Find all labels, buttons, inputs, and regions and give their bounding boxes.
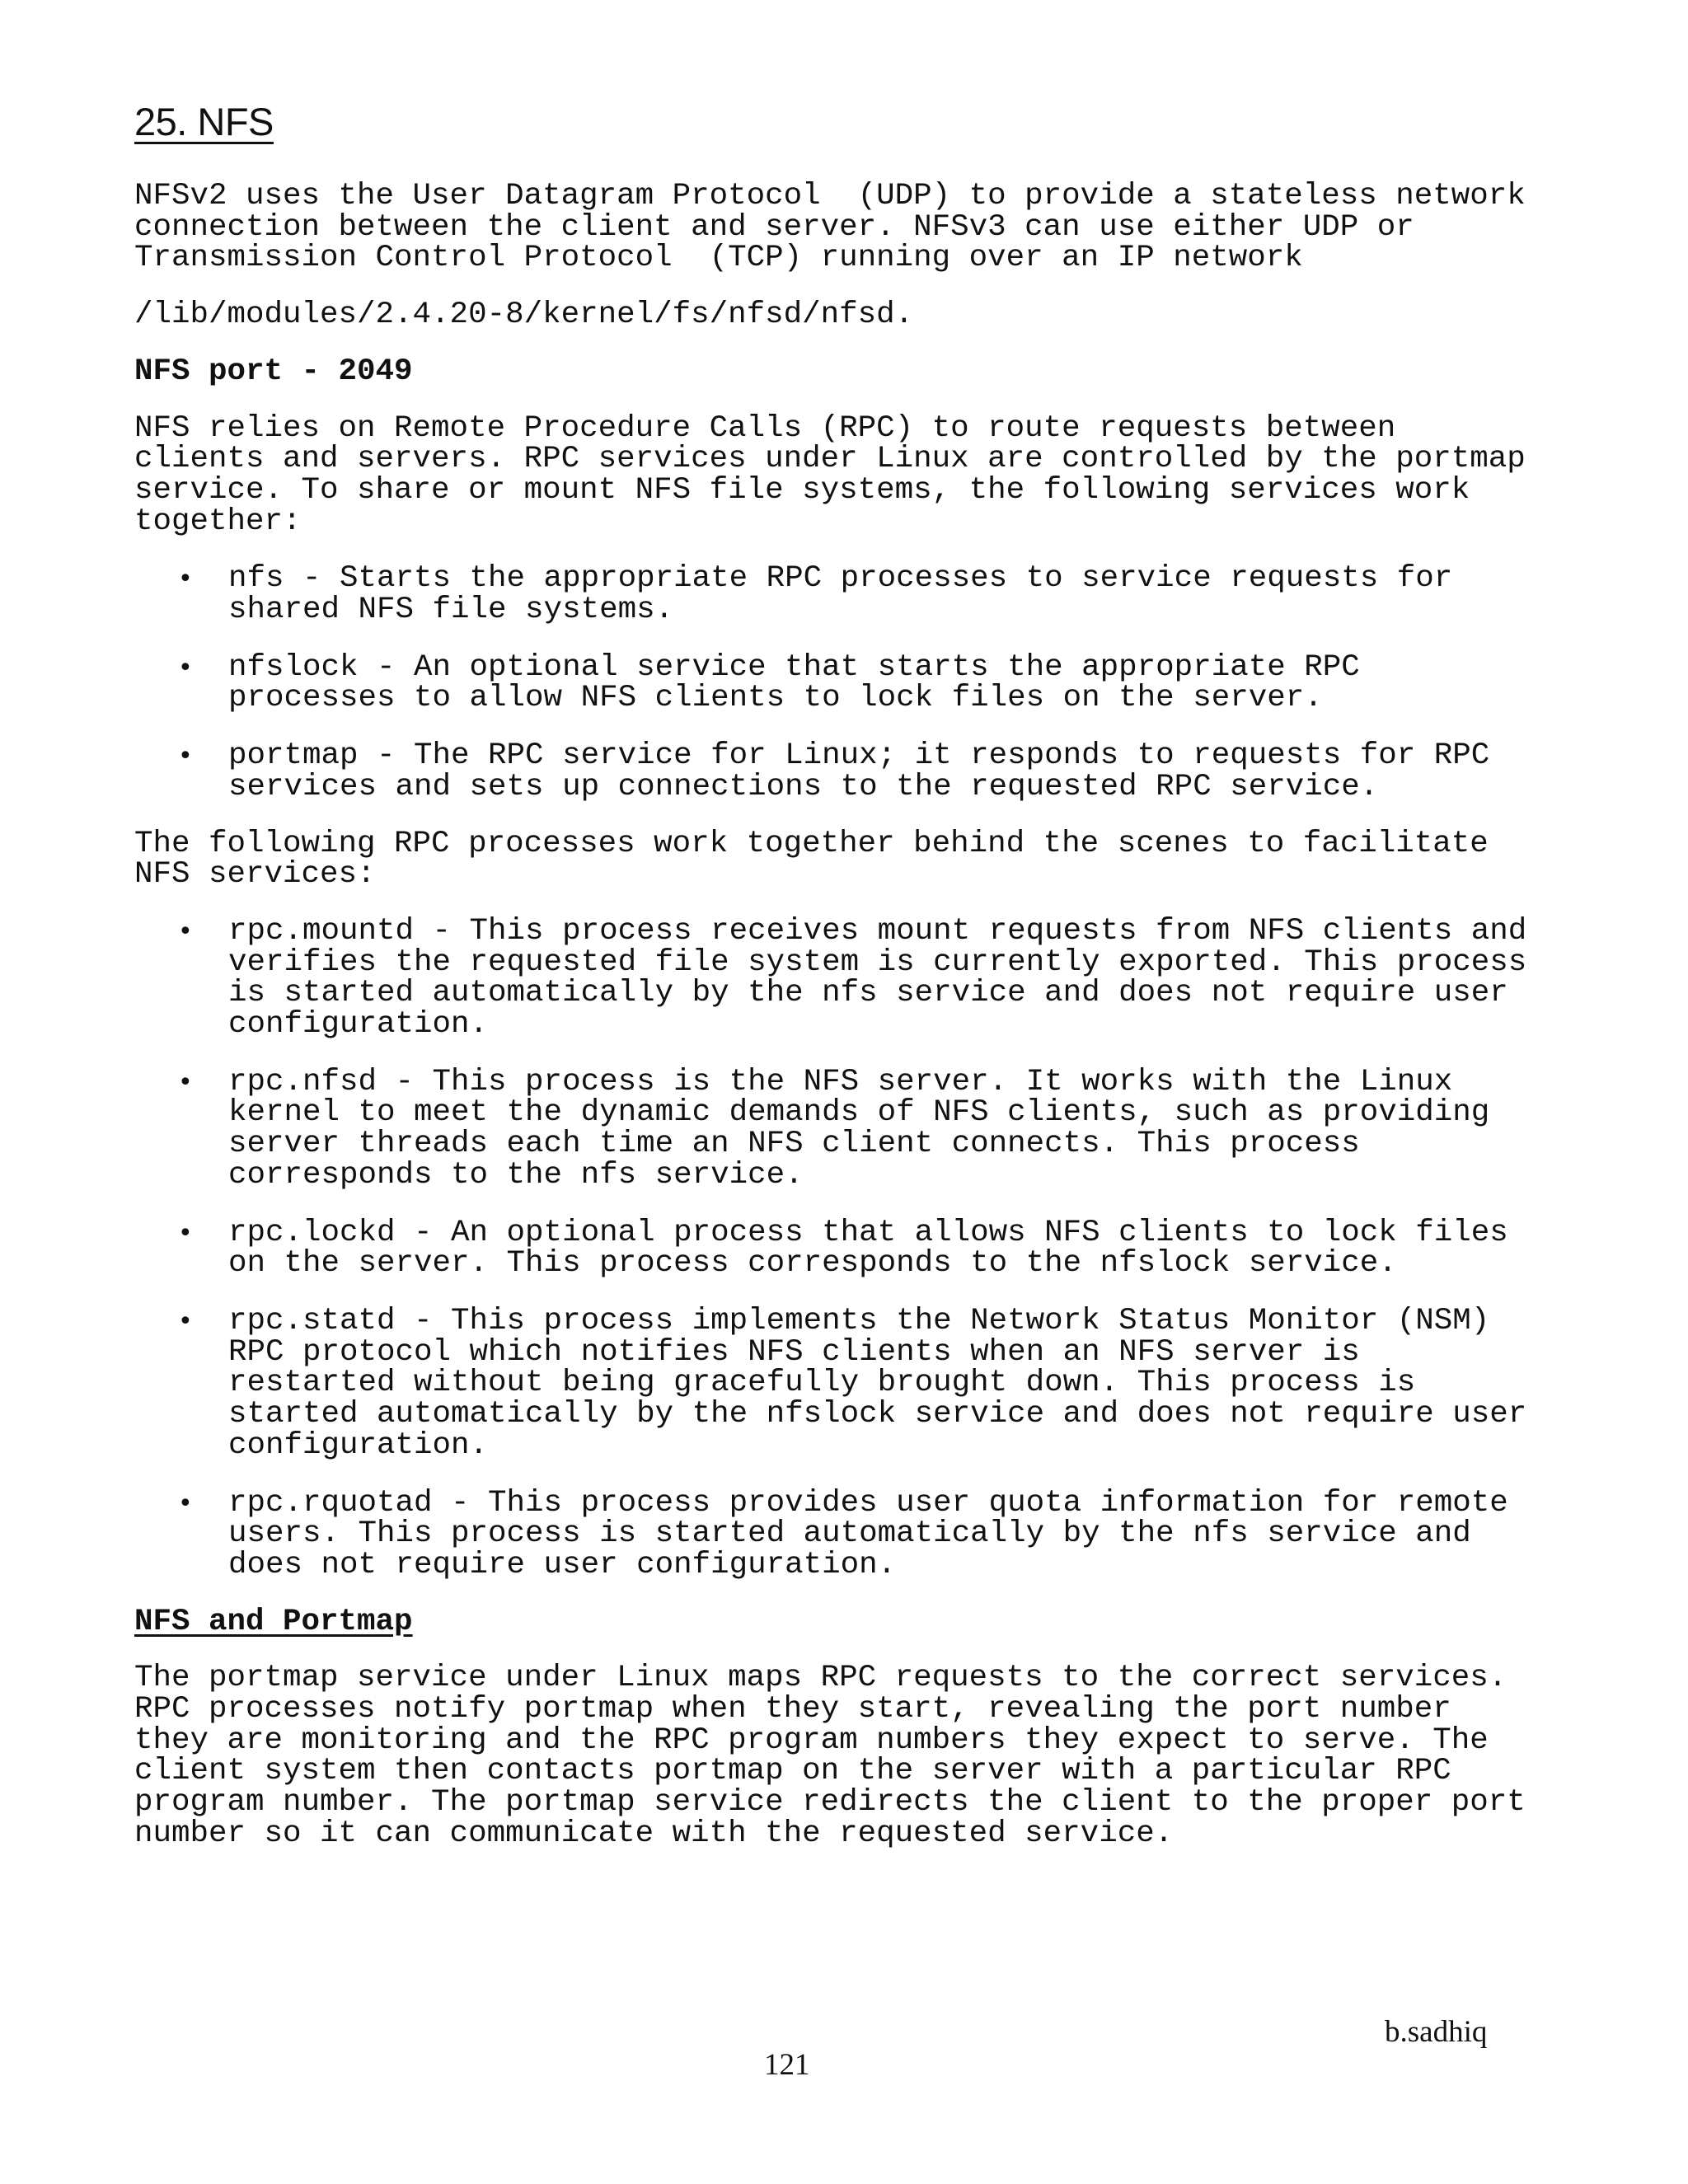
list-item-text: rpc.mountd - This process receives mount requests from NFS clients and verifies the requested file system is currently exported. This process is started automatically by the nfs service and does not require user configuration. (228, 913, 1527, 1043)
list-item (134, 561, 1552, 628)
bullet-icon: • (178, 742, 193, 771)
list-item-text: rpc.statd - This process implements the Network Status Monitor (NSM) RPC protocol which notifies NFS clients when an NFS server is restarted without being gracefully brought down. This process is started automatically by the nfslock service and does not require user configuration. (228, 1303, 1527, 1463)
list-item (134, 1215, 1552, 1282)
section-heading: 25. NFS (134, 100, 274, 143)
list-item (134, 1064, 1552, 1193)
list-item-text: nfslock - An optional service that starts the appropriate RPC processes to allow NFS clients to lock files on the server. (228, 649, 1360, 716)
processes-list (134, 913, 1552, 1582)
list-item (134, 738, 1552, 804)
port-line: NFS port - 2049 (134, 354, 413, 389)
list-item-text: nfs - Starts the appropriate RPC processes to service requests for shared NFS file systems. (228, 561, 1453, 628)
subheading: NFS and Portmap (134, 1604, 413, 1639)
list-item-text: rpc.lockd - An optional process that allows NFS clients to lock files on the server. This process corresponds to the nfslock service. (228, 1215, 1508, 1282)
list-item-text: portmap - The RPC service for Linux; it responds to requests for RPC services and sets up connections to the requested RPC service. (228, 738, 1490, 804)
bullet-icon: • (178, 1488, 193, 1518)
list-item (134, 649, 1552, 716)
bullet-icon: • (178, 653, 193, 682)
list-item (134, 913, 1552, 1043)
bullet-icon: • (178, 1218, 193, 1248)
list-item-text: rpc.nfsd - This process is the NFS server. It works with the Linux kernel to meet the dynamic demands of NFS clients, such as providing server threads each time an NFS client connects. This process corresponds to the nfs service. (228, 1064, 1490, 1193)
bullet-icon: • (178, 1306, 193, 1336)
bullet-icon: • (178, 565, 193, 594)
document-page (134, 97, 1552, 1850)
list-item (134, 1303, 1552, 1463)
bullet-icon: • (178, 916, 193, 946)
bullet-icon: • (178, 1067, 193, 1097)
footer-author: b.sadhiq (1385, 2015, 1488, 2049)
portmap-paragraph: The portmap service under Linux maps RPC requests to the correct services. RPC processes notify portmap when they start, revealing the port number they are monitoring and the RPC program numbers they expect to serve. The client system then contacts portmap on the server with a particular RPC program number. The portmap service redirects the client to the proper port number so it can communicate with the requested service. (134, 1661, 1526, 1851)
list-item-text: rpc.rquotad - This process provides user quota information for remote users. This process is started automatically by the nfs service and does not require user configuration. (228, 1485, 1508, 1582)
processes-intro-paragraph: The following RPC processes work together behind the scenes to facilitate NFS services: (134, 826, 1489, 893)
intro-paragraph: NFSv2 uses the User Datagram Protocol (UDP) to provide a stateless network connection between the client and server. NFSv3 can use either UDP or Transmission Control Protocol (TCP) running over an IP network (134, 179, 1526, 276)
page-number: 121 (764, 2048, 810, 2082)
services-list (134, 561, 1552, 804)
module-path: /lib/modules/2.4.20-8/kernel/fs/nfsd/nfsd. (134, 298, 914, 333)
list-item (134, 1485, 1552, 1582)
rpc-intro-paragraph: NFS relies on Remote Procedure Calls (RPC) to route requests between clients and servers. RPC services under Linux are controlled by the portmap service. To share or mount NFS file systems, the following services work together: (134, 410, 1526, 539)
